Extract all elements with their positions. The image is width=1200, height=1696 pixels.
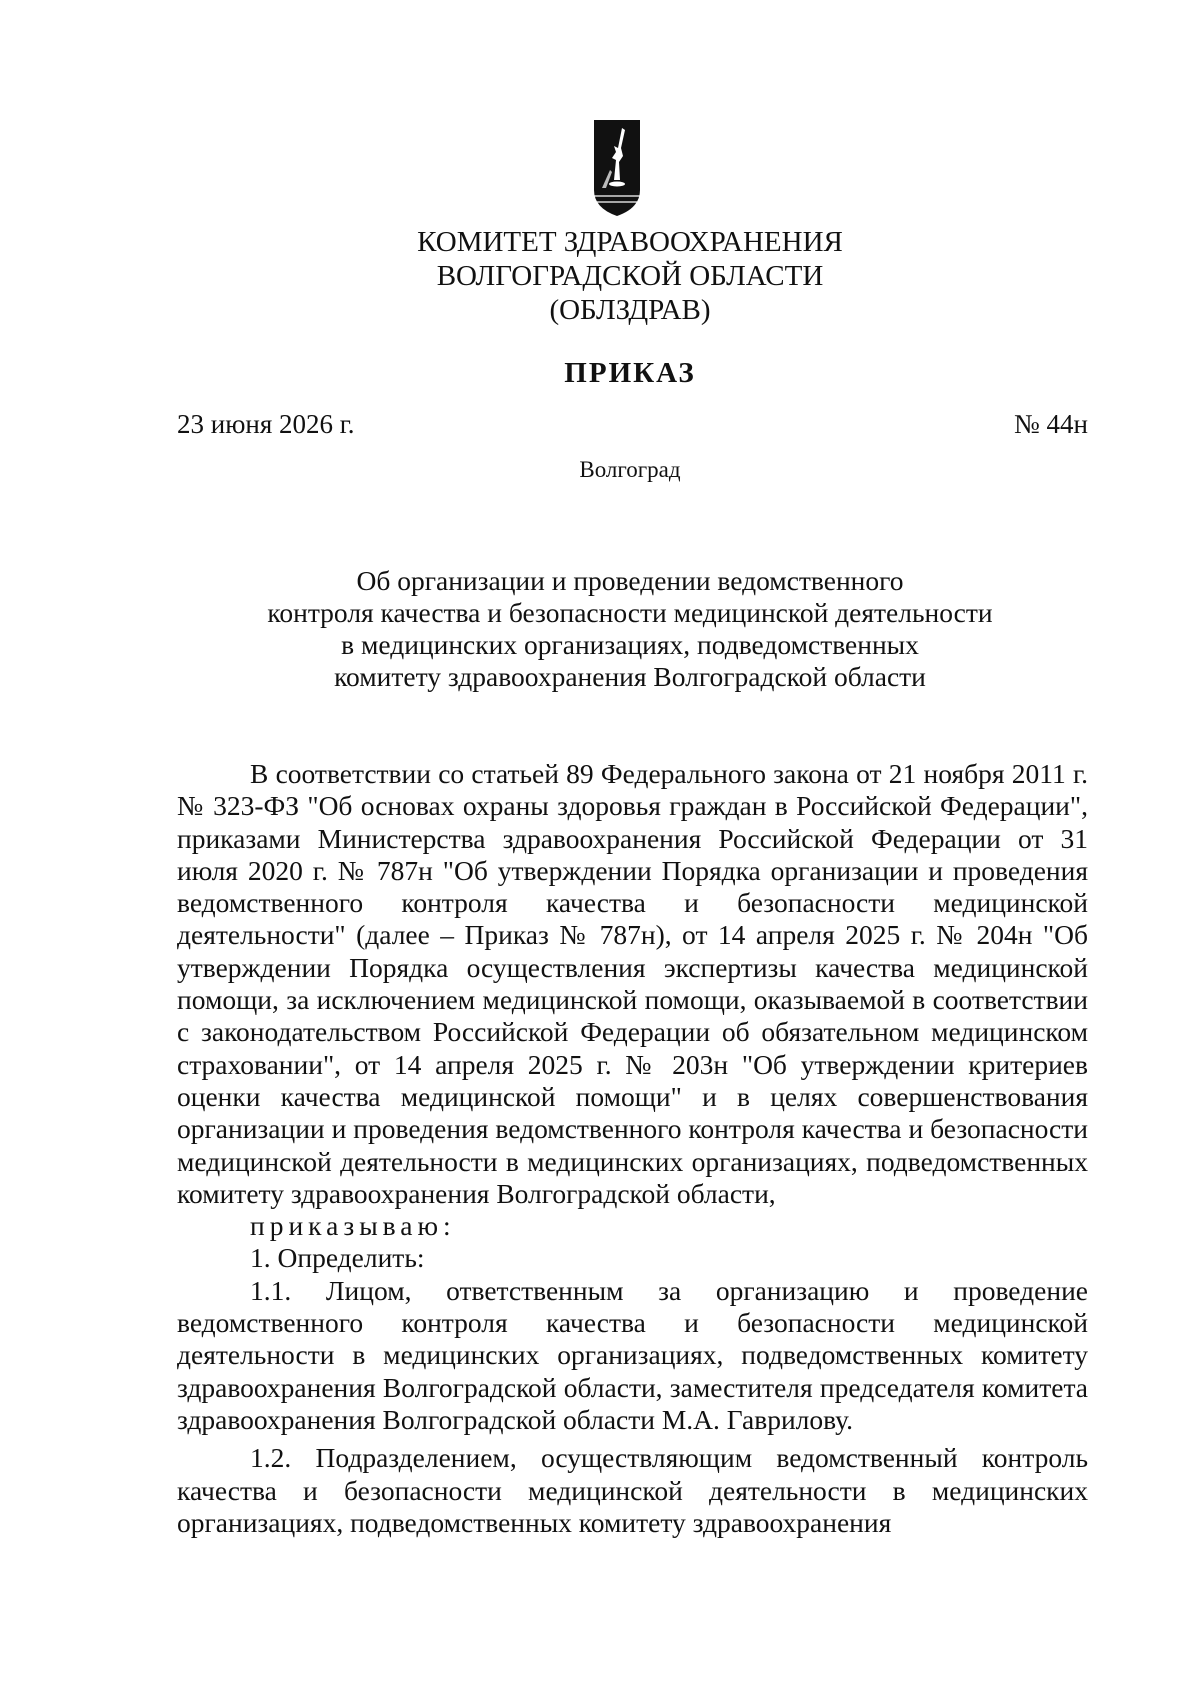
- order-word: приказываю:: [250, 1210, 456, 1242]
- subject-line: Об организации и проведении ведомственного: [356, 565, 904, 596]
- organization-line-2: ВОЛГОГРАДСКОЙ ОБЛАСТИ: [436, 260, 824, 292]
- volgograd-coat-of-arms-icon: [592, 118, 642, 218]
- subject-line: контроля качества и безопасности медицинской деятельности: [267, 597, 993, 628]
- order-city: Волгоград: [579, 457, 681, 482]
- order-number: № 44н: [1014, 409, 1088, 439]
- order-date: 23 июня 2026 г.: [177, 409, 355, 439]
- organization-name: [0, 225, 1200, 327]
- order-body: [177, 758, 1088, 1539]
- order-subject: [0, 565, 1200, 693]
- subject-line: комитету здравоохранения Волгоградской области: [334, 661, 926, 692]
- subject-line: в медицинских организациях, подведомственных: [341, 629, 919, 660]
- item-1-2: 1.2. Подразделением, осуществляющим ведомственный контроль качества и безопасности медицинской деятельности в медицинских организациях, подведомственных комитету здравоохранения: [177, 1442, 1088, 1538]
- item-1: 1. Определить:: [250, 1242, 425, 1274]
- order-title: ПРИКАЗ: [564, 357, 696, 389]
- organization-line-1: КОМИТЕТ ЗДРАВООХРАНЕНИЯ: [417, 226, 843, 258]
- item-1-1: 1.1. Лицом, ответственным за организацию и проведение ведомственного контроля качества и безопасности медицинской деятельности в медицинских организациях, подведомственных комитету здравоохранения Волгоградской области, заместителя председателя комитета здравоохранения Волгоградской области М.А. Гаврилову.: [177, 1274, 1088, 1435]
- preamble-paragraph: В соответствии со статьей 89 Федерального закона от 21 ноября 2011 г. № 323-ФЗ "Об основах охраны здоровья граждан в Российской Федерации", приказами Министерства здравоохранения Российской Федерации от 31 июля 2020 г. № 787н "Об утверждении Порядка организации и проведения ведомственного контроля качества и безопасности медицинской деятельности" (далее – Приказ № 787н), от 14 апреля 2025 г. № 204н "Об утверждении Порядка осуществления экспертизы качества медицинской помощи, за исключением медицинской помощи, оказываемой в соответствии с законодательством Российской Федерации об обязательном медицинском страховании", от 14 апреля 2025 г. № 203н "Об утверждении критериев оценки качества медицинской помощи" и в целях совершенствования организации и проведения ведомственного контроля качества и безопасности медицинской деятельности в медицинских организациях, подведомственных комитету здравоохранения Волгоградской области,: [177, 758, 1088, 1209]
- organization-line-3: (ОБЛЗДРАВ): [549, 294, 711, 326]
